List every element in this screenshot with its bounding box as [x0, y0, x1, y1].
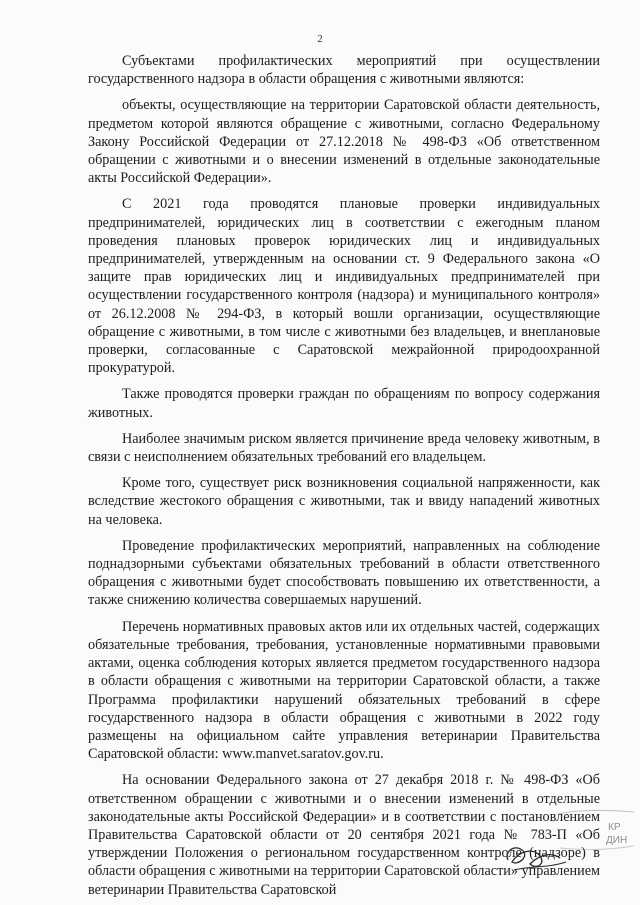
paragraph-social-risk: Кроме того, существует риск возникновения социальной напряженности, как вследствие жестокого обращения с животными, так и ввиду нападений животных на человека. — [88, 475, 600, 528]
paragraph-citizen-inspections: Также проводятся проверки граждан по обращениям по вопросу содержания животных. — [88, 386, 600, 421]
document-body — [88, 52, 600, 902]
paragraph-objects: объекты, осуществляющие на территории Саратовской области деятельность, предметом которой являются обращение с животными, согласно Федеральному Закону Российской Федерации от 27.12.2018 № 498-ФЗ «Об ответственном обращении с животными и о внесении изменений в отдельные законодательные акты Российской Федерации». — [88, 97, 600, 187]
paragraph-legal-acts-list: Перечень нормативных правовых актов или их отдельных частей, содержащих обязательные требования, требования, установленные нормативными правовыми актами, оценка соблюдения которых является предметом государственного надзора в области обращения с животными на территории Саратовской области, а также Программа профилактики нарушений обязательных требований в сфере государственного надзора в области обращения с животными в 2022 году размещены на официальном сайте управления ветеринарии Правительства Саратовской области: www.manvet.saratov.gov.ru. — [88, 618, 600, 763]
paragraph-prevention: Проведение профилактических мероприятий, направленных на соблюдение поднадзорными субъектами обязательных требований в области ответственного обращения с животными будет способствовать повышению их ответственности, а также снижению количества совершаемых нарушений. — [88, 537, 600, 609]
stamp-text-2: ДИН — [606, 835, 628, 846]
paragraph-federal-law-basis: На основании Федерального закона от 27 декабря 2018 г. № 498-ФЗ «Об ответственном обращении с животными и о внесении изменений в отдельные законодательные акты Российской Федерации» и в соответствии с постановлением Правительства Саратовской области от 20 сентября 2021 года № 783-П «Об утверждении Положения о региональном государственном контроле (надзоре) в области обращения с животными на территории Саратовской области» управлением ветеринарии Правительства Саратовской — [88, 772, 600, 898]
stamp-text-1: КР — [608, 822, 621, 833]
paragraph-main-risk: Наиболее значимым риском является причинение вреда человеку животным, в связи с неисполнением обязательных требований его владельцем. — [88, 430, 600, 466]
handwritten-signature — [500, 830, 570, 880]
page-number: 2 — [317, 33, 323, 45]
paragraph-subjects: Субъектами профилактических мероприятий при осуществлении государственного надзора в области обращения с животными являются: — [88, 53, 600, 88]
paragraph-inspections-2021: С 2021 года проводятся плановые проверки индивидуальных предпринимателей, юридических лиц в соответствии с ежегодным планом проведения плановых проверок юридических лиц и индивидуальных предпринимателей, утвержденным на основании ст. 9 Федерального закона «О защите прав юридических лиц и индивидуальных предпринимателей при осуществлении государственного контроля (надзора) и муниципального контроля» от 26.12.2008 № 294-ФЗ, в который вошли организации, осуществляющие обращение с животными, в том числе с животными без владельцев, и внеплановые проверки, согласованные с Саратовской межрайонной природоохранной прокуратурой. — [88, 196, 600, 377]
